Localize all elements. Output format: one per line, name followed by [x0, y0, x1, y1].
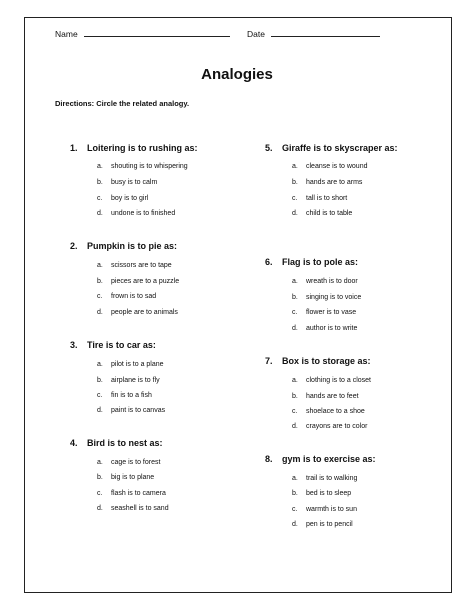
option-c[interactable]: c. shoelace to a shoe [292, 408, 365, 415]
name-field[interactable] [55, 27, 230, 39]
date-blank[interactable] [271, 27, 380, 37]
option-c[interactable]: c. flower is to vase [292, 309, 357, 316]
option-c[interactable]: c. frown is to sad [97, 293, 157, 300]
question-prompt: Bird is to nest as: [87, 438, 163, 448]
option-b[interactable]: b. airplane is to fly [97, 377, 160, 384]
option-c[interactable]: c. tall is to short [292, 195, 348, 202]
option-a[interactable]: a. cleanse is to wound [292, 163, 368, 170]
question-prompt: Giraffe is to skyscraper as: [282, 143, 398, 153]
question-number: 1. [70, 143, 78, 153]
page-title: Analogies [201, 66, 273, 83]
question-1 [70, 143, 198, 217]
question-number: 5. [265, 143, 273, 153]
question-8 [265, 454, 376, 528]
question-6 [265, 257, 362, 332]
question-7 [265, 356, 371, 430]
option-b[interactable]: b. bed is to sleep [292, 490, 352, 497]
directions: Directions: Circle the related analogy. [55, 99, 190, 108]
option-a[interactable]: a. scissors are to tape [97, 262, 172, 269]
question-number: 7. [265, 356, 273, 366]
question-prompt: Box is to storage as: [282, 356, 371, 366]
question-prompt: Pumpkin is to pie as: [87, 241, 178, 251]
option-b[interactable]: b. hands are to arms [292, 179, 363, 186]
option-c[interactable]: c. flash is to camera [97, 490, 166, 497]
question-4 [70, 438, 169, 512]
name-label: Name [55, 29, 78, 39]
option-d[interactable]: d. undone is to finished [97, 210, 176, 217]
option-a[interactable]: a. trail is to walking [292, 475, 358, 482]
option-d[interactable]: d. author is to write [292, 325, 358, 332]
option-d[interactable]: d. child is to table [292, 210, 353, 217]
question-prompt: Tire is to car as: [87, 340, 156, 350]
option-b[interactable]: b. big is to plane [97, 474, 155, 481]
option-a[interactable]: a. cage is to forest [97, 459, 161, 466]
name-blank[interactable] [84, 27, 230, 37]
question-number: 2. [70, 241, 78, 251]
question-number: 3. [70, 340, 78, 350]
option-d[interactable]: d. crayons are to color [292, 423, 368, 430]
option-c[interactable]: c. warmth is to sun [292, 506, 357, 513]
question-2 [70, 241, 180, 316]
question-number: 8. [265, 454, 273, 464]
option-a[interactable]: a. wreath is to door [292, 278, 358, 285]
option-c[interactable]: c. boy is to girl [97, 195, 149, 202]
option-d[interactable]: d. seashell is to sand [97, 505, 169, 512]
question-3 [70, 340, 166, 414]
option-a[interactable]: a. shouting is to whispering [97, 163, 188, 170]
option-d[interactable]: d. people are to animals [97, 309, 178, 316]
option-b[interactable]: b. busy is to calm [97, 179, 158, 186]
option-d[interactable]: d. paint is to canvas [97, 407, 166, 414]
date-label: Date [247, 29, 265, 39]
option-b[interactable]: b. singing is to voice [292, 294, 362, 301]
question-prompt: gym is to exercise as: [282, 454, 376, 464]
question-number: 4. [70, 438, 78, 448]
option-a[interactable]: a. pilot is to a plane [97, 361, 164, 368]
question-number: 6. [265, 257, 273, 267]
option-b[interactable]: b. hands are to feet [292, 393, 359, 400]
date-field[interactable] [247, 27, 380, 39]
option-a[interactable]: a. clothing is to a closet [292, 377, 371, 384]
question-prompt: Flag is to pole as: [282, 257, 359, 267]
option-b[interactable]: b. pieces are to a puzzle [97, 278, 180, 285]
question-prompt: Loitering is to rushing as: [87, 143, 198, 153]
option-c[interactable]: c. fin is to a fish [97, 392, 152, 399]
option-d[interactable]: d. pen is to pencil [292, 521, 353, 528]
question-5 [265, 143, 398, 217]
